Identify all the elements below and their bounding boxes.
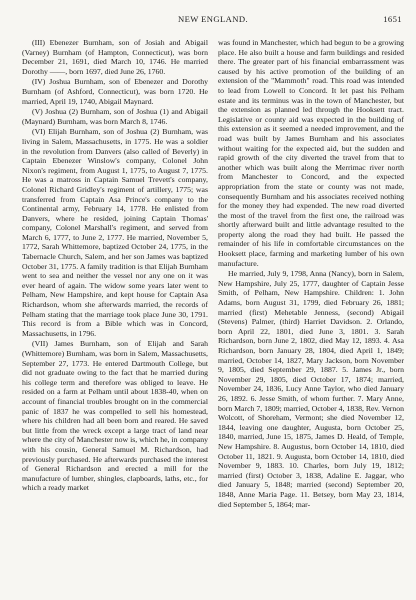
running-title: NEW ENGLAND. <box>177 14 249 24</box>
paragraph: (IV) Joshua Burnham, son of Ebenezer and Dorothy Burnham (of Ashford, Connecticut), was born 1720. He married, April 19, 1740, Abigail Maynard. <box>22 77 208 106</box>
paragraph: (VII) James Burnham, son of Elijah and Sarah (Whittemore) Burnham, was born in Salem, Massachusetts, September 27, 1773. He entered Dartmouth College, but did not graduate owing to the fact that he married during his college term and therefore was obliged to leave. He resided on a farm at Pelham until about 1838-40, when on account of financial troubles brought on in the commercial panic of 1837 he was compelled to sell his homestead, where his children had all been born and reared. He saved but little from the wreck except a large tract of land near where the city of Manchester now is, which he, in company with his cousin, General Samuel M. Richardson, had previously purchased. He afterwards purchased the interest of General Richardson and erected a mill for the manufacture of lumber, shingles, clapboards, laths, etc., for which a ready market <box>22 339 208 493</box>
text-columns <box>22 38 404 510</box>
running-header <box>22 14 404 28</box>
right-column <box>218 38 404 510</box>
paragraph: (VI) Elijah Burnham, son of Joshua (2) Burnham, was living in Salem, Massachusetts, in 1775. He was a soldier in the revolution from Danvers (also called of Beverly) in Captain Ebenezer Winslow's company, Colonel John Nixon's regiment, from August 1, 1775, to August 7, 1775. He was a matross in Captain Samuel Trevett's company, Colonel Richard Gridley's regiment of artillery, 1775; was transferred from Captain Asa Prince's company to the Continental army, February 14, 1778. He enlisted from Danvers, where he resided, joining Captain Thomas' company, Colonel Marshall's regiment, and served from March 6, 1777, to June 2, 1777. He married, November 5, 1772, Sarah Whittemore, baptized October 24, 1775, in the Tabernacle Church, Salem, and her son James was baptized October 31, 1775. A family tradition is that Elijah Burnham went to sea and neither the vessel nor any one on it was ever heard of again. The widow some years later went to Pelham, New Hampshire, and kept house for Captain Asa Richardson, whom she afterwards married, the records of Pelham stating that the marriage took place June 30, 1791. This record is from a Bible which was in Concord, Massachusetts, in 1796. <box>22 127 208 338</box>
paragraph: was found in Manchester, which had begun to be a growing place. He also built a house and farm buildings and resided there. The greater part of his financial embarrassment was caused by his active promotion of the building of an extension of the "Mammoth" road. This road was intended to lead from Lowell to Concord. It let past his Pelham estate and its terminus was in the town of Manchester, but the extension as planned led through the Hooksett tract. Legislative or county aid was expected in the building of this extension as it seemed a needed improvement, and the road was built by James Burnham and his associates without waiting for the expected aid, but the sudden and rapid growth of the city diverted the travel from that to another which was built along the Merrimac river north from Manchester to Concord, and the expected appropriation from the state or county was not made, consequently Burnham and his associates received nothing for the money they had expended. The new road diverted the most of the travel from the first one, the railroad was shortly afterward built and little advantage resulted to the property along the road they had built. He passed the remainder of his life in comfortable circumstances on the Hooksett place, farming and marketing lumber of his own manufacture. <box>218 38 404 268</box>
page-number: 1651 <box>383 14 402 24</box>
left-column <box>22 38 208 510</box>
paragraph: (V) Joshua (2) Burnham, son of Joshua (1) and Abigail (Maynard) Burnham, was born March 8, 1746. <box>22 107 208 126</box>
paragraph: He married, July 9, 1798, Anna (Nancy), born in Salem, New Hampshire, July 25, 1777, daughter of Captain Jesse Smith, of Pelham, New Hampshire. Children: 1. John Adams, born August 31, 1799, died February 26, 1881; married (first) Mehetable Jenness, (second) Abigail (Stevens) Palmer, (third) Harriet Davidson. 2. Orlando, born April 22, 1801, died June 3, 1801. 3. Sarah Richardson, born June 2, 1802, died May 12, 1893. 4. Asa Richardson, born January 28, 1804, died April 1, 1849; married, October 14, 1827, Mary Jackson, born November 9, 1805, died September 29, 1887. 5. James Jr., born November 29, 1805, died October 17, 1874; married, November 24, 1836, Lucy Anne Taylor, who died January 26, 1892. 6. Jesse Smith, of whom further. 7. Mary Anne, born March 7, 1809; married, October 4, 1838, Rev. Vernon Wolcott, of Shoreham, Vermont; she died November 12, 1844, leaving one daughter, Augusta, born October 25, 1840, married, June 15, 1875, James D. Heald, of Temple, New Hampshire. 8. Augustus, born October 14, 1810, died October 11, 1821. 9. Augusta, born October 14, 1810, died November 9, 1883. 10. Charles, born July 19, 1812; married (first) October 3, 1838, Adaline E. Jaggar, who died January 5, 1848; married (second) September 20, 1848, Anne Maria Page. 11. Betsey, born May 23, 1814, died September 5, 1864; mar- <box>218 269 404 509</box>
paragraph: (III) Ebenezer Burnham, son of Josiah and Abigail (Varney) Burnham (of Hampton, Connecticut), was born December 21, 1691, died March 10, 1746. He married Dorothy ——, born 1697, died June 26, 1760. <box>22 38 208 76</box>
